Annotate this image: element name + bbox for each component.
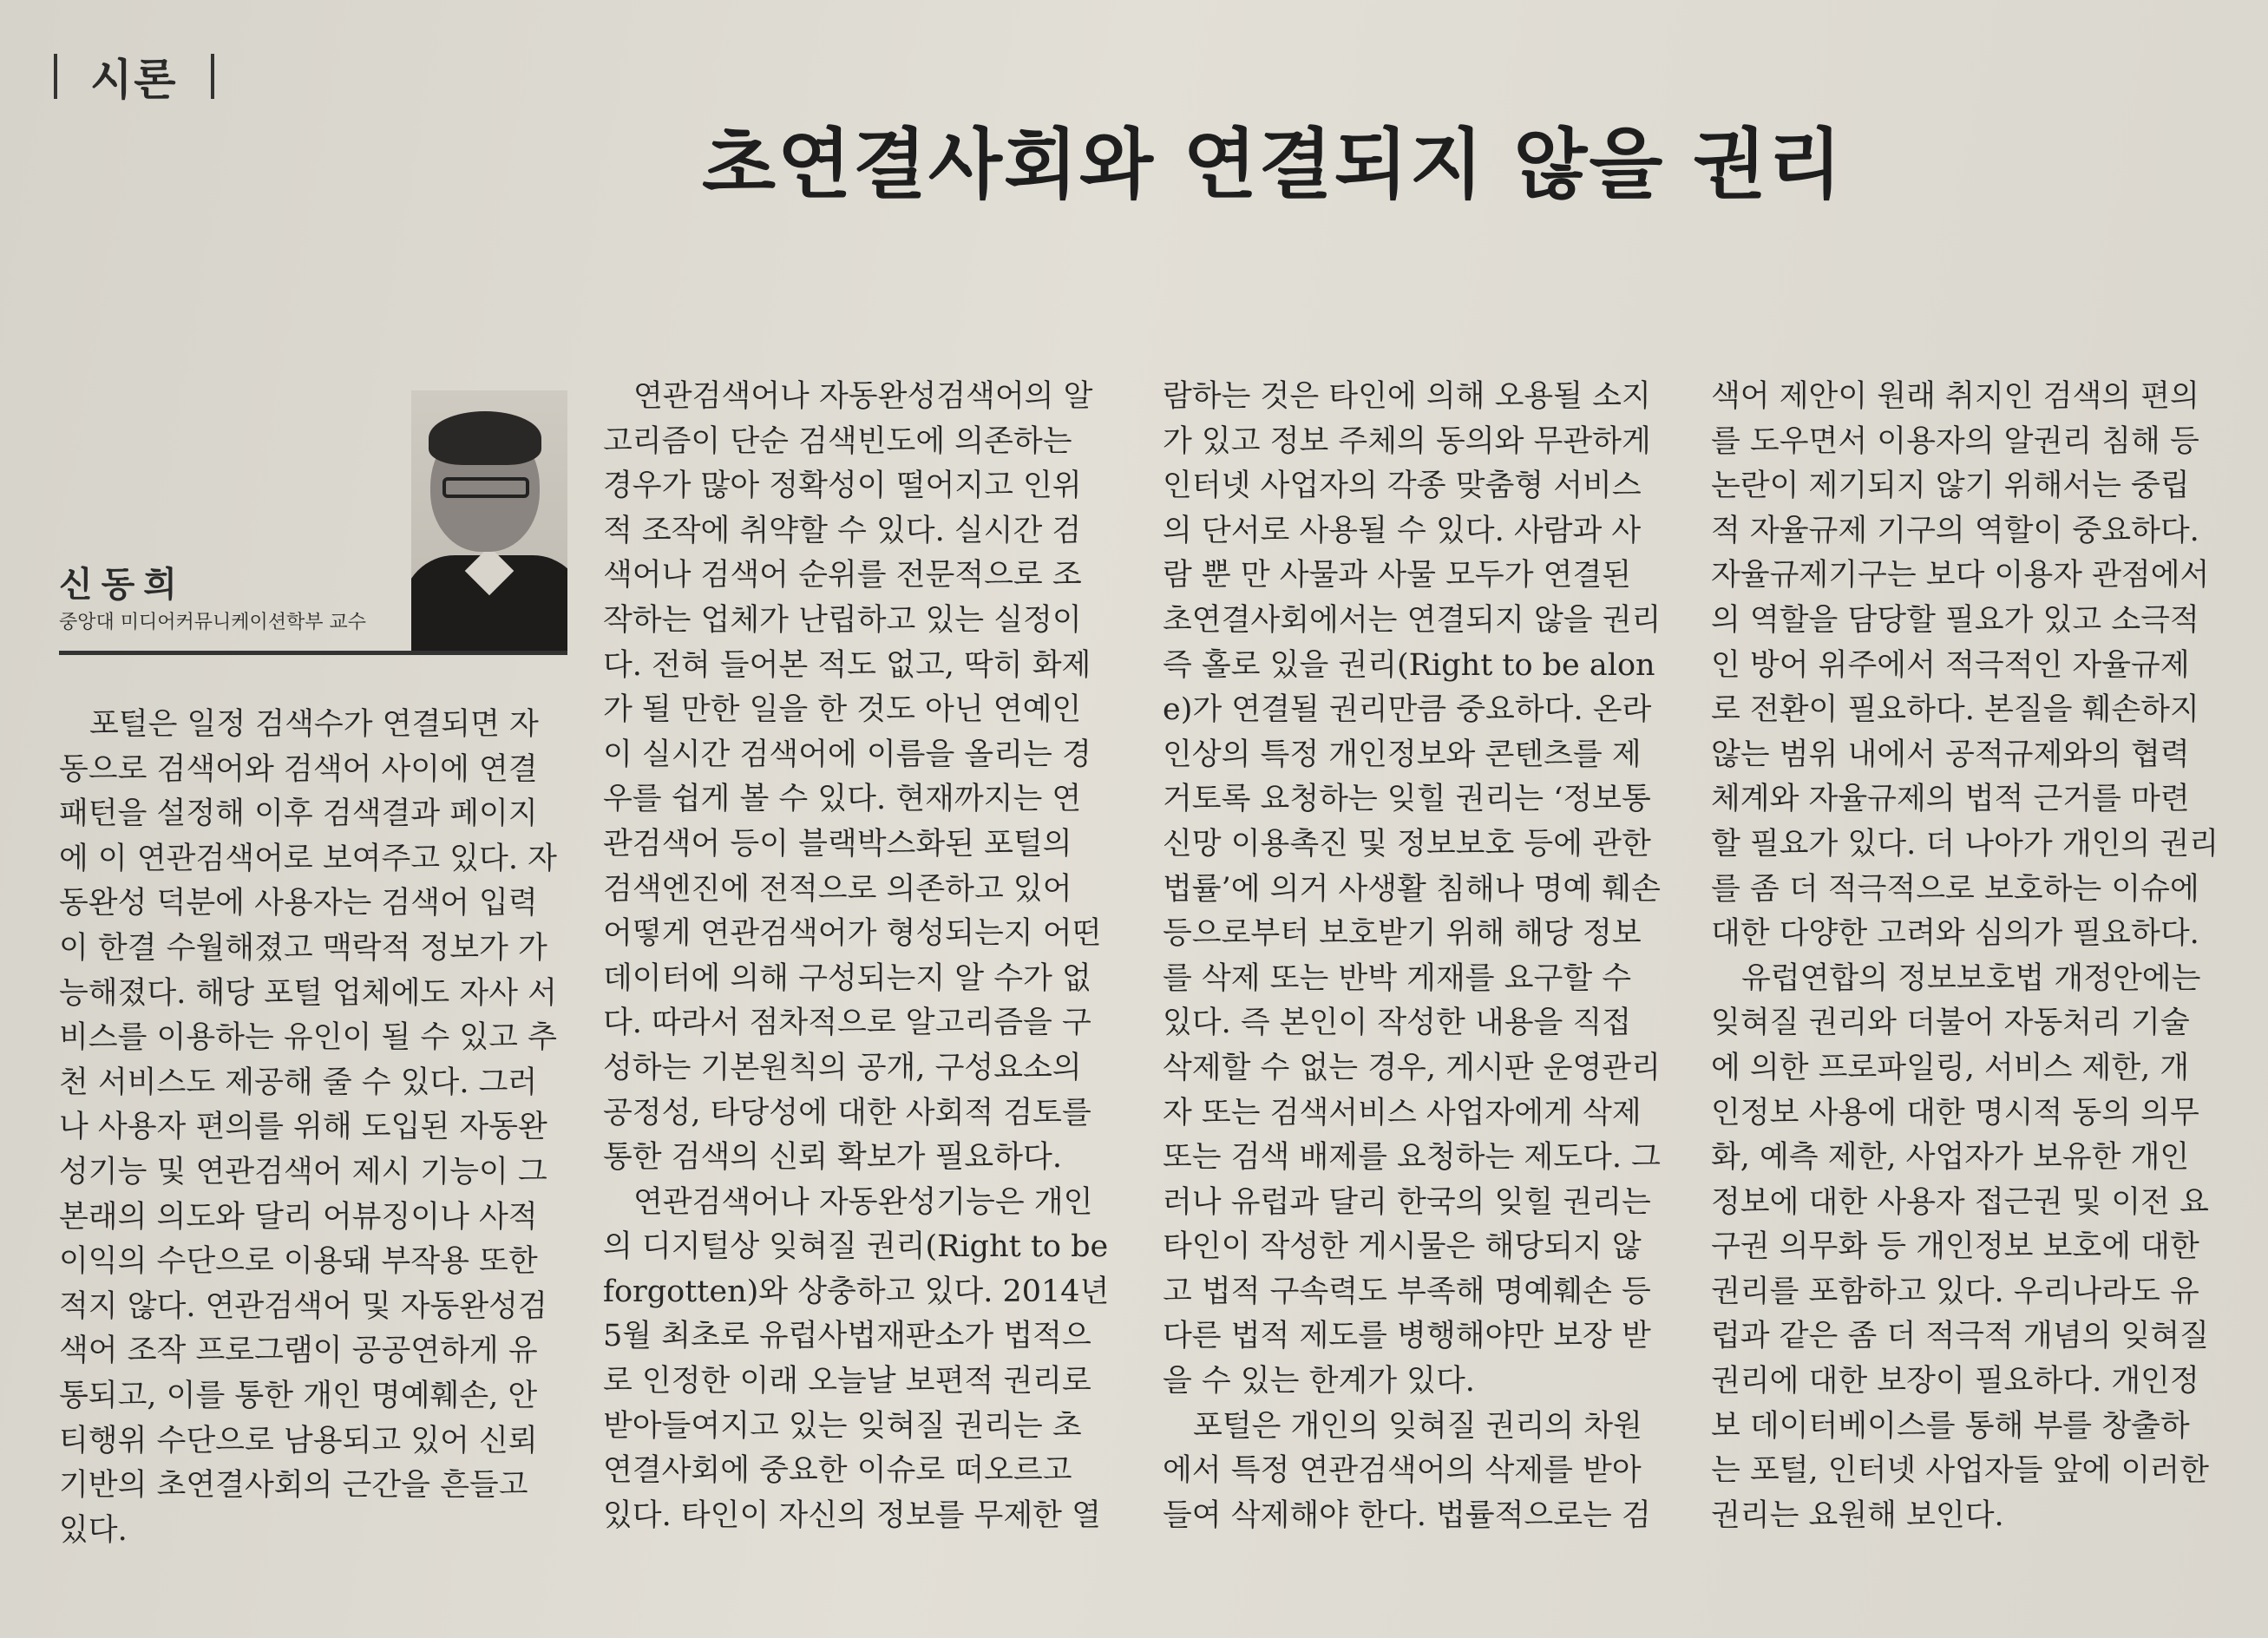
article-column-2: 연관검색어나 자동완성검색어의 알 고리즘이 단순 검색빈도에 의존하는 경우가 많아 정확성이 떨어지고 인위 적 조작에 취약할 수 있다. 실시간 검 색어나 검색어 순위를 전문적으로 조 작하는 업체가 난립하고 있는 실정이 다. 전혀 들어본 적도 없고, 딱히 화제 가 될 만한 일을 한 것도 아닌 연예인 이 실시간 검색어에 이름을 올리는 경 우를 쉽게 볼 수 있다. 현재까지는 연 관검색어 등이 블랙박스화된 포털의 검색엔진에 전적으로 의존하고 있어 어떻게 연관검색어가 형성되는지 어떤 데이터에 의해 구성되는지 알 수가 없 다. 따라서 점차적으로 알고리즘을 구 성하는 기본원칙의 공개, 구성요소의 공정성, 타당성에 대한 사회적 검토를 통한 검색의 신뢰 확보가 필요하다. 연관검색어나 자동완성기능은 개인 의 디지털상 잊혀질 권리(Right to be forgotten)와 상충하고 있다. 2014년 5월 최초로 유럽사법재판소가 법적으 로 인정한 이래 오늘날 보편적 권리로 받아들여지고 있는 잊혀질 권리는 초 연결사회에 중요한 이슈로 떠오르고 있다. 타인이 자신의 정보를 무제한 열 — [603, 379, 1110, 1533]
author-divider — [59, 651, 567, 655]
headline: 초연결사회와 연결되지 않을 권리 — [701, 120, 1845, 209]
article-column-3: 람하는 것은 타인에 의해 오용될 소지 가 있고 정보 주체의 동의와 무관하게 인터넷 사업자의 각종 맞춤형 서비스 의 단서로 사용될 수 있다. 사람과 사 람 뿐 만 사물과 사물 모두가 연결된 초연결사회에서는 연결되지 않을 권리 즉 홀로 있을 권리(Right to be alon e)가 연결될 권리만큼 중요하다. 온라 인상의 특정 개인정보와 콘텐츠를 제 거토록 요청하는 잊힐 권리는 ‘정보통 신망 이용촉진 및 정보보호 등에 관한 법률’에 의거 사생활 침해나 명예 훼손 등으로부터 보호받기 위해 해당 정보 를 삭제 또는 반박 게재를 요구할 수 있다. 즉 본인이 작성한 내용을 직접 삭제할 수 없는 경우, 게시판 운영관리 자 또는 검색서비스 사업자에게 삭제 또는 검색 배제를 요청하는 제도다. 그 러나 유럽과 달리 한국의 잊힐 권리는 타인이 작성한 게시물은 해당되지 않 고 법적 구속력도 부족해 명예훼손 등 다른 법적 제도를 병행해야만 보장 받 을 수 있는 한계가 있다. 포털은 개인의 잊혀질 권리의 차원 에서 특정 연관검색어의 삭제를 받아 들여 삭제해야 한다. 법률적으로는 검 — [1163, 379, 1662, 1533]
section-bar-left — [54, 54, 57, 99]
author-block — [59, 390, 567, 651]
section-bar-right — [211, 54, 214, 99]
author-name: 신동희 — [59, 565, 186, 605]
section-label-text: 시론 — [90, 55, 178, 105]
article-column-1: 포털은 일정 검색수가 연결되면 자 동으로 검색어와 검색어 사이에 연결 패턴을 설정해 이후 검색결과 페이지 에 이 연관검색어로 보여주고 있다. 자 동완성 덕분에 사용자는 검색어 입력 이 한결 수월해졌고 맥락적 정보가 가 능해졌다. 해당 포털 업체에도 자사 서 비스를 이용하는 유인이 될 수 있고 추 천 서비스도 제공해 줄 수 있다. 그러 나 사용자 편의를 위해 도입된 자동완 성기능 및 연관검색어 제시 기능이 그 본래의 의도와 달리 어뷰징이나 사적 이익의 수단으로 이용돼 부작용 또한 적지 않다. 연관검색어 및 자동완성검 색어 조작 프로그램이 공공연하게 유 통되고, 이를 통한 개인 명예훼손, 안 티행위 수단으로 남용되고 있어 신뢰 기반의 초연결사회의 근간을 흔들고 있다. — [59, 707, 557, 1548]
author-photo — [411, 390, 567, 651]
author-title: 중앙대 미디어커뮤니케이션학부 교수 — [59, 612, 367, 633]
article-column-4: 색어 제안이 원래 취지인 검색의 편의 를 도우면서 이용자의 알권리 침해 등 논란이 제기되지 않기 위해서는 중립 적 자율규제 기구의 역할이 중요하다. 자율규제기구는 보다 이용자 관점에서 의 역할을 담당할 필요가 있고 소극적 인 방어 위주에서 적극적인 자율규제 로 전환이 필요하다. 본질을 훼손하지 않는 범위 내에서 공적규제와의 협력 체계와 자율규제의 법적 근거를 마련 할 필요가 있다. 더 나아가 개인의 권리 를 좀 더 적극적으로 보호하는 이슈에 대한 다양한 고려와 심의가 필요하다. 유럽연합의 정보보호법 개정안에는 잊혀질 권리와 더불어 자동처리 기술 에 의한 프로파일링, 서비스 제한, 개 인정보 사용에 대한 명시적 동의 의무 화, 예측 제한, 사업자가 보유한 개인 정보에 대한 사용자 접근권 및 이전 요 구권 의무화 등 개인정보 보호에 대한 권리를 포함하고 있다. 우리나라도 유 럽과 같은 좀 더 적극적 개념의 잊혀질 권리에 대한 보장이 필요하다. 개인정 보 데이터베이스를 통해 부를 창출하 는 포털, 인터넷 사업자들 앞에 이러한 권리는 요원해 보인다. — [1711, 379, 2219, 1533]
section-label — [54, 45, 214, 108]
